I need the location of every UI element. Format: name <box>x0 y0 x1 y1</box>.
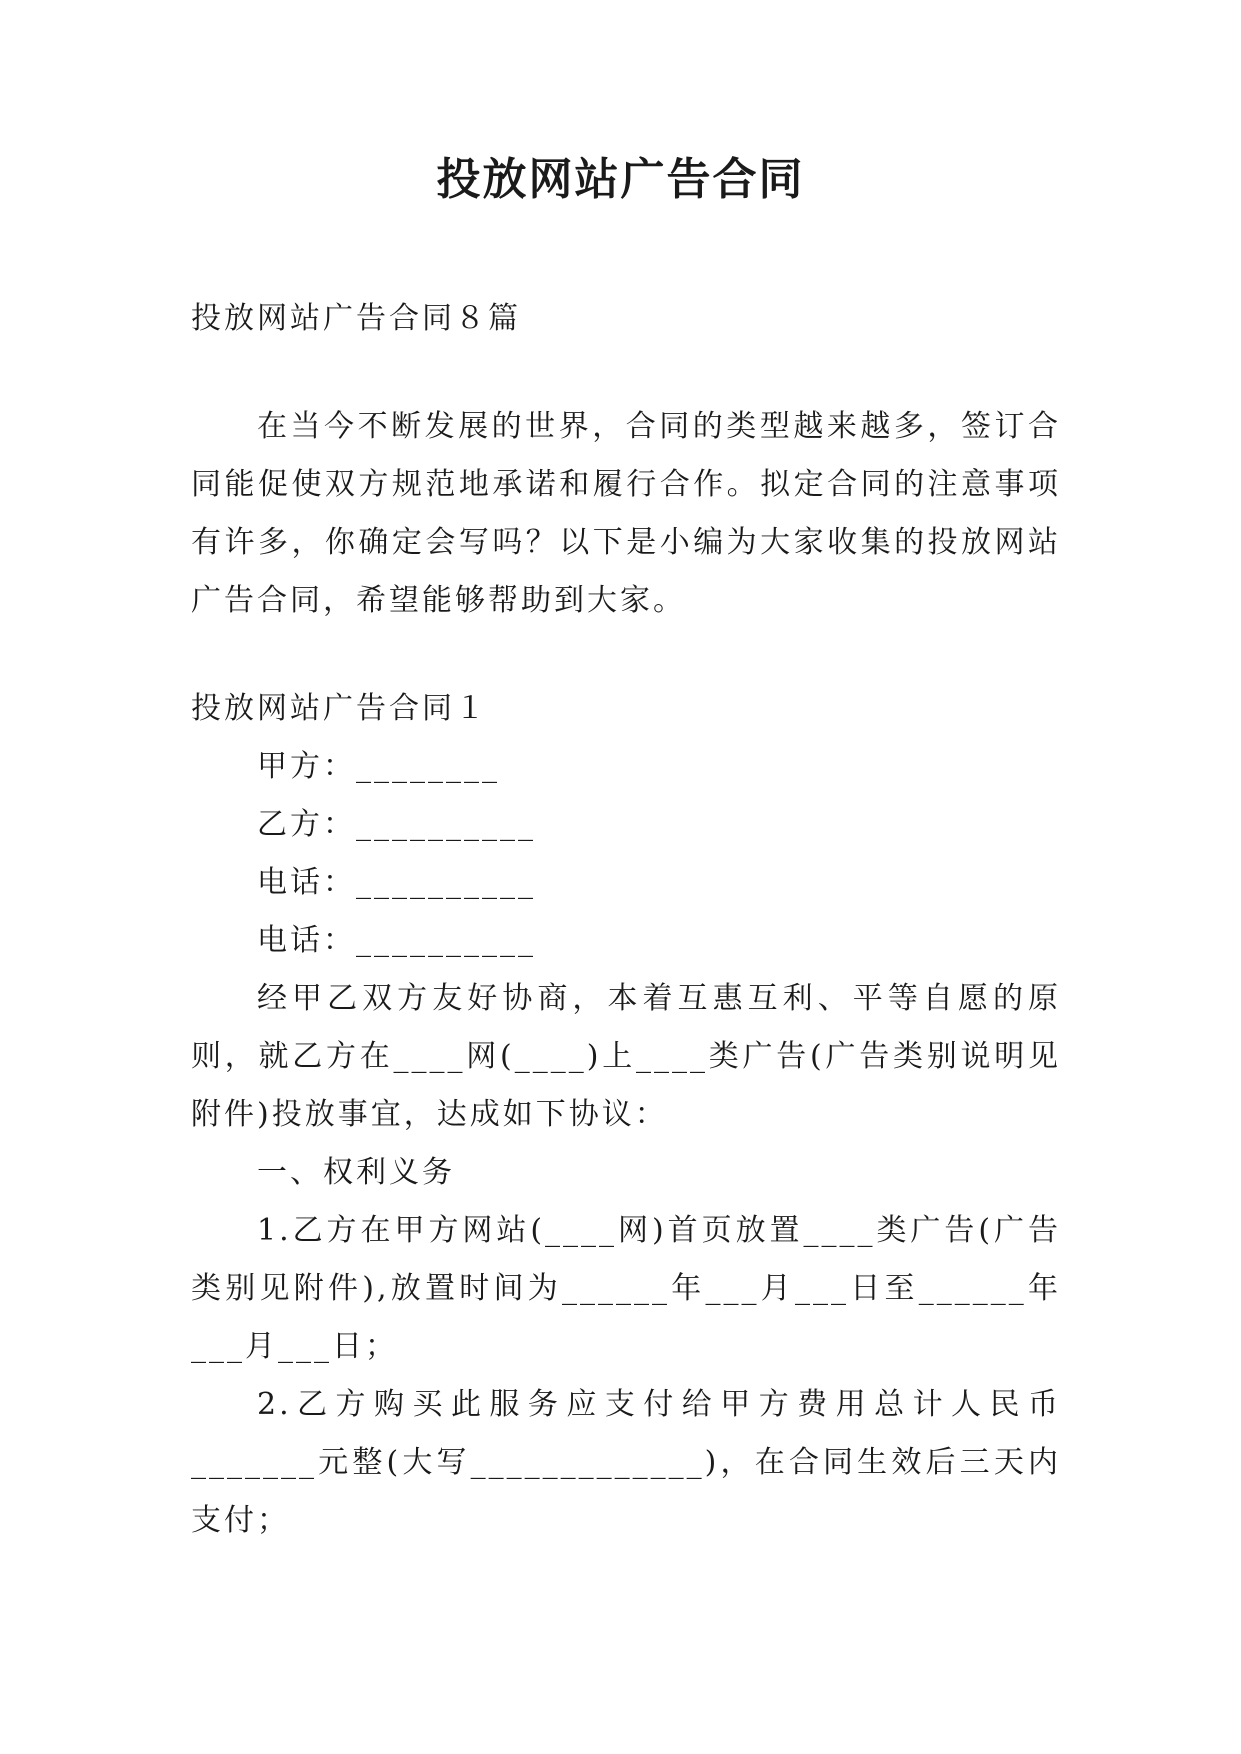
party-a-line <box>191 738 1061 796</box>
phone-b-line <box>191 912 1061 970</box>
clause-2: 2.乙方购买此服务应支付给甲方费用总计人民币_______元整(大写_____________)，在合同生效后三天内支付； <box>191 1387 1061 1538</box>
party-a-blank: ________ <box>356 749 500 784</box>
clause-1: 1.乙方在甲方网站(____网)首页放置____类广告(广告类别见附件),放置时间为______年___月___日至______年___月___日； <box>191 1213 1061 1364</box>
phone-b-blank: __________ <box>356 923 536 958</box>
party-b-line <box>191 796 1061 854</box>
document-body <box>191 290 1061 1550</box>
intro-paragraph: 在当今不断发展的世界，合同的类型越来越多，签订合同能促使双方规范地承诺和履行合作。拟定合同的注意事项有许多，你确定会写吗？以下是小编为大家收集的投放网站广告合同，希望能够帮助到大家。 <box>191 409 1061 618</box>
phone-b-label: 电话： <box>257 923 356 958</box>
preamble-paragraph: 经甲乙双方友好协商，本着互惠互利、平等自愿的原则，就乙方在____网(____)上____类广告(广告类别说明见附件)投放事宜，达成如下协议： <box>191 981 1061 1132</box>
party-a-label: 甲方： <box>257 749 356 784</box>
section-title: 投放网站广告合同１ <box>191 691 488 726</box>
phone-a-blank: __________ <box>356 865 536 900</box>
rights-heading: 一、权利义务 <box>257 1155 455 1190</box>
party-b-blank: __________ <box>356 807 536 842</box>
phone-a-line <box>191 854 1061 912</box>
phone-a-label: 电话： <box>257 865 356 900</box>
document-title: 投放网站广告合同 <box>436 154 805 205</box>
party-b-label: 乙方： <box>257 807 356 842</box>
document-subtitle: 投放网站广告合同８篇 <box>191 301 521 336</box>
